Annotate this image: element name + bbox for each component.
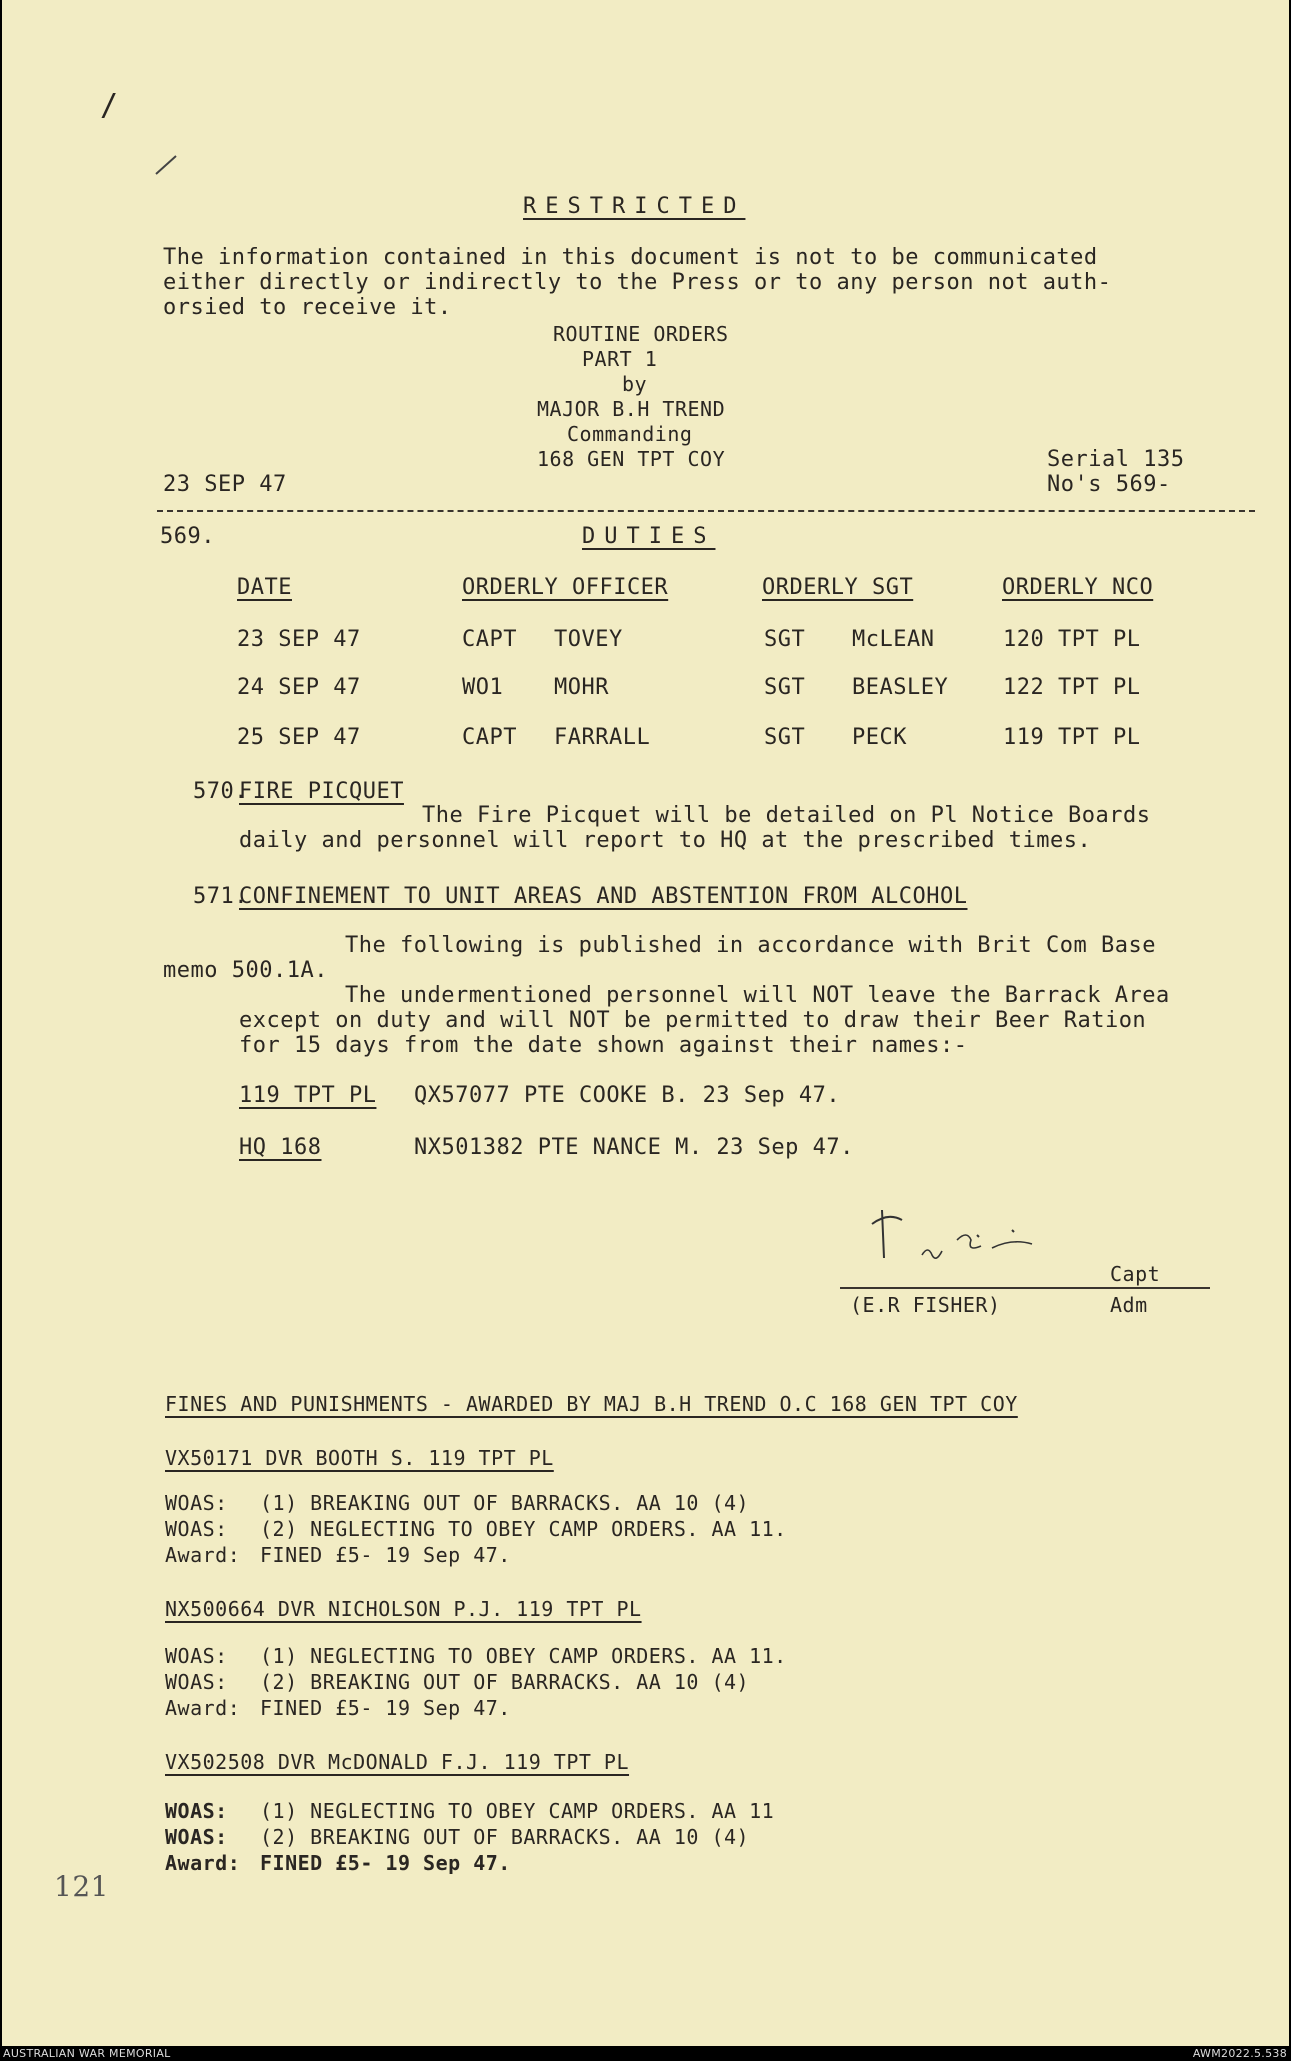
fine-label: WOAS: <box>165 1670 228 1694</box>
orders-title: ROUTINE ORDERS <box>553 322 729 346</box>
confinement-number: 571. <box>193 884 248 909</box>
margin-mark-bottom: 121 <box>54 1870 109 1903</box>
col-orderly-officer: ORDERLY OFFICER <box>462 575 669 600</box>
nco-platoon: 119 TPT PL <box>1003 725 1141 750</box>
fine-label: Award: <box>165 1696 241 1720</box>
confinement-heading: CONFINEMENT TO UNIT AREAS AND ABSTENTION FROM ALCOHOL <box>239 884 968 909</box>
col-orderly-sgt: ORDERLY SGT <box>762 575 914 600</box>
margin-mark-top: / <box>100 88 119 123</box>
notice-line-2: either directly or indirectly to the Press or to any person not auth- <box>163 270 1112 295</box>
officer-rank: CAPT <box>462 725 517 750</box>
sgt-rank: SGT <box>764 725 806 750</box>
fine-label: WOAS: <box>165 1644 228 1668</box>
fine-label: Award: <box>165 1543 241 1567</box>
sgt-rank: SGT <box>764 627 806 652</box>
orders-by: by <box>622 372 648 396</box>
fine-text: (2) BREAKING OUT OF BARRACKS. AA 10 (4) <box>260 1670 750 1694</box>
document-page <box>2 0 1289 2046</box>
fine-text: (1) NEGLECTING TO OBEY CAMP ORDERS. AA 11 <box>260 1799 775 1823</box>
orders-date: 23 SEP 47 <box>163 472 287 497</box>
orders-part: PART 1 <box>582 347 658 371</box>
confinement-line-4: except on duty and will NOT be permitted to draw their Beer Ration <box>239 1008 1147 1033</box>
confinement-line-5: for 15 days from the date shown against their names:- <box>239 1033 968 1058</box>
officer-name: MOHR <box>554 675 609 700</box>
classification-heading: RESTRICTED <box>523 194 746 219</box>
fine-text: (1) NEGLECTING TO OBEY CAMP ORDERS. AA 11. <box>260 1644 787 1668</box>
signature-role: Adm <box>1110 1293 1148 1317</box>
notice-line-3: orsied to receive it. <box>163 295 452 320</box>
header-divider <box>157 510 1255 512</box>
fine-label: WOAS: <box>165 1517 228 1541</box>
col-date: DATE <box>237 575 292 600</box>
fine-text: (1) BREAKING OUT OF BARRACKS. AA 10 (4) <box>260 1491 750 1515</box>
officer-name: TOVEY <box>554 627 623 652</box>
signature-rank: Capt <box>1110 1262 1161 1286</box>
handwritten-signature <box>862 1180 1122 1290</box>
fine-case-title: VX50171 DVR BOOTH S. 119 TPT PL <box>165 1446 554 1470</box>
fire-picquet-line-2: daily and personnel will report to HQ at the prescribed times. <box>239 828 1092 853</box>
officer-rank: WO1 <box>462 675 504 700</box>
orders-commander: MAJOR B.H TREND <box>537 397 726 421</box>
sgt-name: PECK <box>852 725 907 750</box>
fire-picquet-line-1: The Fire Picquet will be detailed on Pl Notice Boards <box>422 803 1151 828</box>
signature-name: (E.R FISHER) <box>850 1293 1001 1317</box>
officer-name: FARRALL <box>554 725 651 750</box>
fine-case-title: NX500664 DVR NICHOLSON P.J. 119 TPT PL <box>165 1597 642 1621</box>
fine-label: WOAS: <box>165 1825 228 1849</box>
pencil-tick-mark <box>152 150 182 180</box>
duty-date: 23 SEP 47 <box>237 627 361 652</box>
confinement-person: QX57077 PTE COOKE B. 23 Sep 47. <box>414 1083 841 1108</box>
orders-unit: 168 GEN TPT COY <box>537 447 726 471</box>
confinement-unit: HQ 168 <box>239 1135 322 1160</box>
duty-date: 24 SEP 47 <box>237 675 361 700</box>
order-numbers: No's 569- <box>1047 472 1171 497</box>
fines-heading: FINES AND PUNISHMENTS - AWARDED BY MAJ B.H TREND O.C 168 GEN TPT COY <box>165 1392 1018 1416</box>
sgt-rank: SGT <box>764 675 806 700</box>
notice-line-1: The information contained in this document is not to be communicated <box>163 245 1098 270</box>
officer-rank: CAPT <box>462 627 517 652</box>
fire-picquet-number: 570. <box>193 779 248 804</box>
footer-reference: AWM2022.5.538 <box>1192 2047 1287 2060</box>
fine-text: FINED £5- 19 Sep 47. <box>260 1851 511 1875</box>
duties-heading: DUTIES <box>582 524 716 549</box>
duties-number: 569. <box>160 524 215 549</box>
serial-number: Serial 135 <box>1047 447 1185 472</box>
confinement-unit: 119 TPT PL <box>239 1083 377 1108</box>
duty-date: 25 SEP 47 <box>237 725 361 750</box>
sgt-name: BEASLEY <box>852 675 949 700</box>
fine-text: FINED £5- 19 Sep 47. <box>260 1696 511 1720</box>
footer-archive: AUSTRALIAN WAR MEMORIAL <box>3 2047 171 2060</box>
fine-label: WOAS: <box>165 1491 228 1515</box>
fine-case-title: VX502508 DVR McDONALD F.J. 119 TPT PL <box>165 1750 630 1774</box>
fine-text: FINED £5- 19 Sep 47. <box>260 1543 511 1567</box>
confinement-person: NX501382 PTE NANCE M. 23 Sep 47. <box>414 1135 854 1160</box>
confinement-line-1: The following is published in accordance with Brit Com Base <box>345 933 1156 958</box>
nco-platoon: 122 TPT PL <box>1003 675 1141 700</box>
fine-label: WOAS: <box>165 1799 228 1823</box>
col-orderly-nco: ORDERLY NCO <box>1002 575 1154 600</box>
confinement-line-3: The undermentioned personnel will NOT leave the Barrack Area <box>345 983 1170 1008</box>
signature-line <box>840 1287 1210 1289</box>
orders-commanding: Commanding <box>567 422 693 446</box>
sgt-name: McLEAN <box>852 627 935 652</box>
confinement-line-2: memo 500.1A. <box>163 958 328 983</box>
fine-text: (2) BREAKING OUT OF BARRACKS. AA 10 (4) <box>260 1825 750 1849</box>
nco-platoon: 120 TPT PL <box>1003 627 1141 652</box>
fire-picquet-heading: FIRE PICQUET <box>239 779 404 804</box>
fine-text: (2) NEGLECTING TO OBEY CAMP ORDERS. AA 11. <box>260 1517 787 1541</box>
fine-label: Award: <box>165 1851 241 1875</box>
